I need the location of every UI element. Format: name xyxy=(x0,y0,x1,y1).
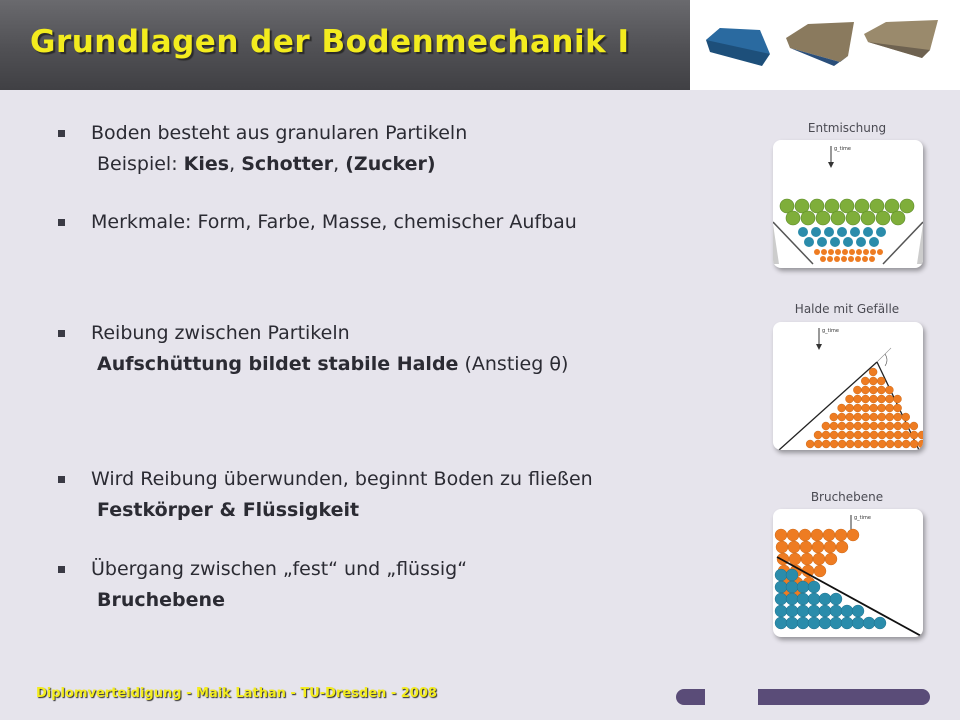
svg-text:g_time: g_time xyxy=(822,328,839,334)
title-bar xyxy=(0,0,690,90)
bullet-text: Wird Reibung überwunden, beginnt Boden zu fließen xyxy=(91,468,593,490)
bullet-marker-icon xyxy=(58,219,65,226)
footer-text: Diplomverteidigung - Maik Lathan - TU-Dresden - 2008 xyxy=(36,686,437,701)
progress-bar-segment xyxy=(705,689,758,705)
header-particle-images xyxy=(690,0,960,90)
figure-caption-entmischung: Entmischung xyxy=(807,121,887,135)
bullet-text: Reibung zwischen Partikeln xyxy=(91,322,350,344)
bullet-item-3 xyxy=(55,318,695,380)
bullet-marker-icon xyxy=(58,566,65,573)
bullet-marker-icon xyxy=(58,330,65,337)
bullet-item-2 xyxy=(55,207,695,238)
slide-title: Grundlagen der Bodenmechanik I xyxy=(30,24,630,60)
figure-halde xyxy=(773,322,923,450)
figure-caption-bruchebene: Bruchebene xyxy=(810,490,884,504)
bullet-marker-icon xyxy=(58,476,65,483)
svg-text:g_time: g_time xyxy=(854,515,871,521)
bullet-subline: Beispiel: Kies, Schotter, (Zucker) xyxy=(97,153,436,175)
failure-plane-diagram xyxy=(773,509,923,637)
heap-slope-diagram xyxy=(773,322,923,450)
svg-text:g_time: g_time xyxy=(834,146,851,152)
bullet-subline: Bruchebene xyxy=(97,589,225,611)
bullet-text: Boden besteht aus granularen Partikeln xyxy=(91,122,468,144)
bullet-text: Merkmale: Form, Farbe, Masse, chemischer Aufbau xyxy=(91,211,577,233)
particle-heaps-illustration xyxy=(690,0,960,90)
figure-bruchebene xyxy=(773,509,923,637)
bullet-text: Übergang zwischen „fest“ und „flüssig“ xyxy=(91,558,468,580)
bullet-item-4 xyxy=(55,464,695,526)
figure-entmischung xyxy=(773,140,923,268)
bullet-subline: Festkörper & Flüssigkeit xyxy=(97,499,360,521)
bullet-item-5 xyxy=(55,554,695,616)
bullet-item-1 xyxy=(55,118,695,180)
figure-caption-halde: Halde mit Gefälle xyxy=(794,302,900,316)
bullet-marker-icon xyxy=(58,130,65,137)
segregation-diagram xyxy=(773,140,923,268)
bullet-subline: Aufschüttung bildet stabile Halde (Anstieg θ) xyxy=(97,353,569,375)
